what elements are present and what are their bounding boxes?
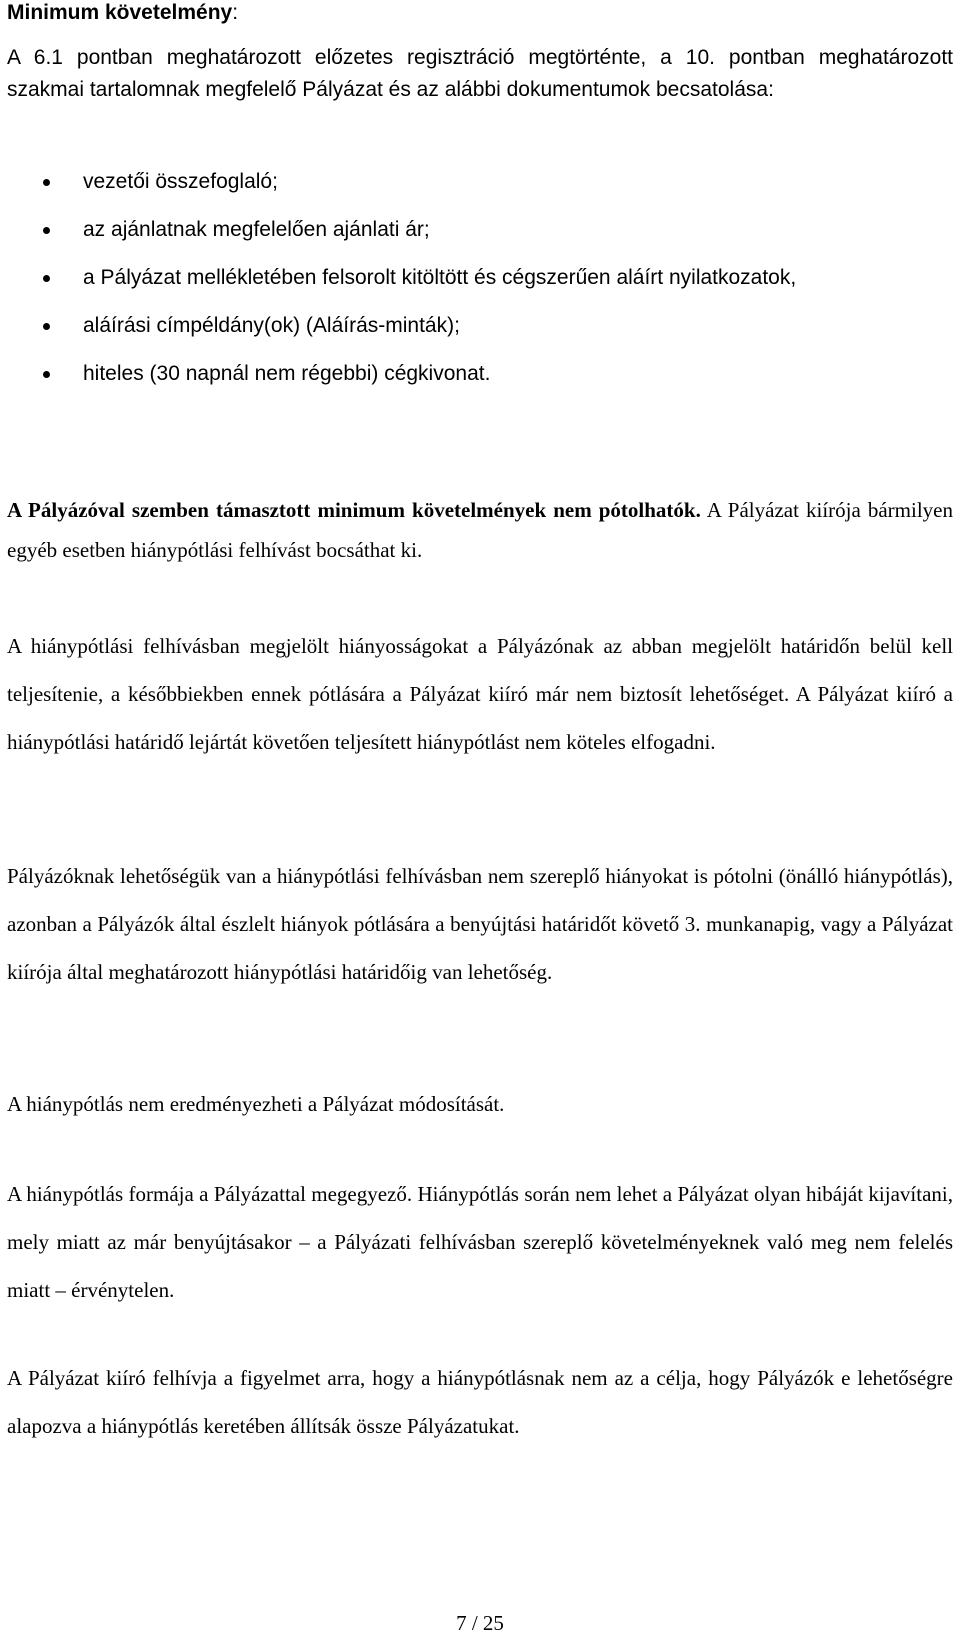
bullet-icon [43,227,50,234]
paragraph-self-remedy: Pályázóknak lehetőségük van a hiánypótlási felhívásban nem szereplő hiányokat is pótolni (önálló hiánypótlás), azonban a Pályázók által észlelt hiányok pótlására a benyújtási határidőt követő 3. munkanapig, vagy a Pályázat kiírója által meghatározott hiánypótlási határidőig van lehetőség. [7,864,953,984]
heading-colon: : [232,1,239,24]
list-item-text: a Pályázat mellékletében felsorolt kitöltött és cégszerűen aláírt nyilatkozatok, [83,266,797,289]
page-number: 7 / 25 [456,1611,504,1635]
bullet-icon [43,275,50,282]
bullet-icon [43,323,50,330]
list-item [0,310,960,358]
section-heading [7,0,238,26]
paragraph-text: A Pályázat kiírója bármilyen egyéb esetben hiánypótlási felhívást bocsáthat ki. [7,498,953,562]
requirements-list [0,166,960,406]
bold-statement: A Pályázóval szemben támasztott minimum követelmények nem pótolhatók. [7,498,701,522]
list-item-text: az ajánlatnak megfelelően ajánlati ár; [83,218,430,241]
list-item [0,358,960,406]
paragraph-remedy-purpose: A Pályázat kiíró felhívja a figyelmet arra, hogy a hiánypótlásnak nem az a célja, hogy Pályázók e lehetőségre alapozva a hiánypótlás keretében állítsák össze Pályázatukat. [7,1366,953,1438]
paragraph-remedy-form: A hiánypótlás formája a Pályázattal megegyező. Hiánypótlás során nem lehet a Pályázat olyan hibáját kijavítani, mely miatt az már benyújtásakor – a Pályázati felhívásban szereplő követelményeknek való meg nem felelés miatt – érvénytelen. [7,1182,953,1302]
paragraph-no-modification: A hiánypótlás nem eredményezheti a Pályázat módosítását. [7,1092,505,1116]
bullet-icon [43,179,50,186]
paragraph-deficiency-notice: A hiánypótlási felhívásban megjelölt hiányosságokat a Pályázónak az abban megjelölt határidőn belül kell teljesítenie, a későbbiekben ennek pótlására a Pályázat kiíró már nem biztosít lehetőséget. A Pályázat kiíró a hiánypótlási határidő lejártát követően teljesített hiánypótlást nem köteles elfogadni. [7,634,953,754]
paragraph-minimum-requirements [7,490,953,570]
list-item [0,262,960,310]
heading-title: Minimum követelmény [7,1,233,24]
intro-paragraph: A 6.1 pontban meghatározott előzetes regisztráció megtörténte, a 10. pontban meghatározott szakmai tartalomnak megfelelő Pályázat és az alábbi dokumentumok becsatolása: [7,46,953,101]
list-item [0,214,960,262]
list-item-text: aláírási címpéldány(ok) (Aláírás-minták); [83,314,460,337]
bullet-icon [43,371,50,378]
list-item-text: hiteles (30 napnál nem régebbi) cégkivonat. [83,362,491,385]
list-item [0,166,960,214]
list-item-text: vezetői összefoglaló; [83,170,278,193]
